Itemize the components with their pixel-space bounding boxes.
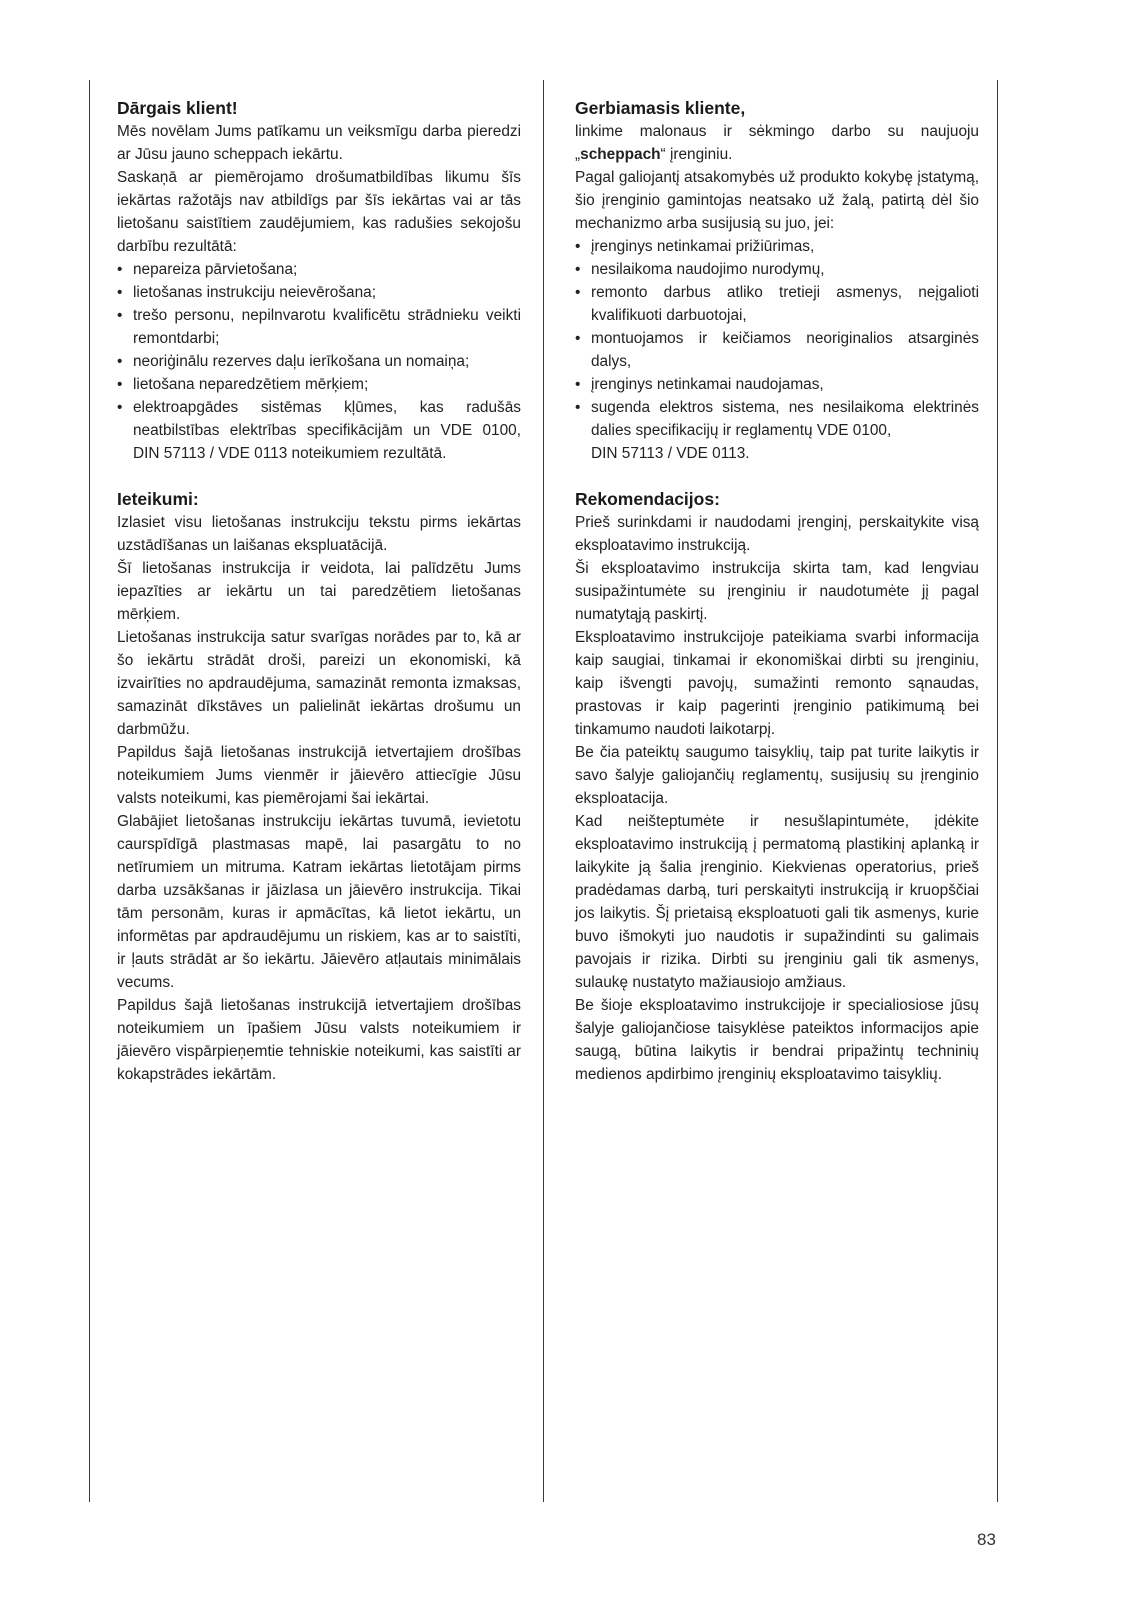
latvian-intro-paragraph: Saskaņā ar piemērojamo drošumatbildības likumu šīs iekārtas ražotājs nav atbildīgs par šīs iekārtas vai ar tās lietošanu saistītiem zaudējumiem, kas radušies sekojošu darbību rezultātā: [117, 169, 521, 255]
list-item-continuation: DIN 57113 / VDE 0113. [591, 445, 750, 462]
column-divider-rule [543, 80, 544, 1502]
intro-text: “ įrenginiu. [660, 146, 733, 163]
latvian-paragraph: Glabājiet lietošanas instrukciju iekārtas tuvumā, ievietotu caurspīdīgā plastmasas mapē, lai pasargātu to no netīrumiem un mitruma. Katram iekārtas lietotājam pirms darba uzsākšanas ir jāizlasa un jāievēro instrukcija. Tikai tām personām, kuras ir apmācītas, kā lietot iekārtu, un informētas par apdraudējumu un riskiem, kas ar to saistīti, ir ļauts strādāt ar šo iekārtu. Jāievēro atļautais minimālais vecums. [117, 813, 521, 991]
lithuanian-greeting-heading: Gerbiamasis kliente, [575, 98, 746, 118]
latvian-paragraph: Izlasiet visu lietošanas instrukciju tekstu pirms iekārtas uzstādīšanas un laišanas ekspluatācijā. [117, 514, 521, 554]
latvian-paragraph: Papildus šajā lietošanas instrukcijā ietvertajiem drošības noteikumiem Jums vienmēr ir jāievēro attiecīgie Jūsu valsts noteikumi, kas piemērojami šai iekārtai. [117, 744, 521, 807]
list-item: • lietošana neparedzētiem mērķiem; [117, 373, 521, 396]
lithuanian-liability-list [575, 235, 979, 442]
lithuanian-paragraph: Ši eksploatavimo instrukcija skirta tam, kad lengviau susipažintumėte su įrenginiu ir naudotumėte jį pagal numatytąją paskirtį. [575, 560, 979, 623]
left-margin-rule [89, 80, 90, 1502]
list-item: • trešo personu, nepilnvarotu kvalificētu strādnieku veikti remontdarbi; [117, 304, 521, 350]
lithuanian-intro-paragraph: Pagal galiojantį atsakomybės už produkto kokybę įstatymą, šio įrenginio gamintojas neatsako už žalą, patirtą dėl šio mechanizmo arba susijusią su juo, jei: [575, 169, 979, 232]
latvian-recommendations-heading: Ieteikumi: [117, 489, 199, 509]
latvian-paragraph: Papildus šajā lietošanas instrukcijā ietvertajiem drošības noteikumiem un īpašiem Jūsu valsts noteikumiem ir jāievēro vispārpieņemtie tehniskie noteikumi, kas saistīti ar kokapstrādes iekārtām. [117, 997, 521, 1083]
list-item: • įrenginys netinkamai naudojamas, [575, 373, 979, 396]
list-item: • neoriģinālu rezerves daļu ierīkošana un nomaiņa; [117, 350, 521, 373]
latvian-greeting-heading: Dārgais klient! [117, 98, 238, 118]
list-item: • remonto darbus atliko tretieji asmenys, neįgalioti kvalifikuoti darbuotojai, [575, 281, 979, 327]
lithuanian-paragraph: Be šioje eksploatavimo instrukcijoje ir specialiosiose jūsų šalyje galiojančiose taisyklėse pateiktos informacijos apie saugą, būtina laikytis ir bendrai pripažintų techninių medienos apdirbimo įrenginių eksploatavimo taisyklių. [575, 997, 979, 1083]
lithuanian-intro-paragraph [575, 120, 979, 166]
list-item: • montuojamos ir keičiamos neoriginalios atsarginės dalys, [575, 327, 979, 373]
latvian-intro-paragraph: Mēs novēlam Jums patīkamu un veiksmīgu darba pieredzi ar Jūsu jauno scheppach iekārtu. [117, 123, 521, 163]
latvian-column [117, 96, 521, 1086]
lithuanian-column [575, 96, 979, 1086]
list-item: • elektroapgādes sistēmas kļūmes, kas radušās neatbilstības elektrības specifikācijām un VDE 0100, DIN 57113 / VDE 0113 noteikumiem rezultātā. [117, 396, 521, 465]
list-item: • įrenginys netinkamai prižiūrimas, [575, 235, 979, 258]
lithuanian-paragraph: Be čia pateiktų saugumo taisyklių, taip pat turite laikytis ir savo šalyje galiojančių reglamentų, susijusių su įrenginio eksploatacija. [575, 744, 979, 807]
lithuanian-paragraph: Eksploatavimo instrukcijoje pateikiama svarbi informacija kaip saugiai, tinkamai ir ekonomiškai dirbti su įrenginiu, kaip išvengti pavojų, sumažinti remonto sąnaudas, prastovas ir kaip pagerinti įrenginio patikimumą bei tinkamumo naudoti laikotarpį. [575, 629, 979, 738]
lithuanian-paragraph: Kad neišteptumėte ir nesušlapintumėte, įdėkite eksploatavimo instrukciją į permatomą plastikinį aplanką ir laikykite ją šalia įrenginio. Kiekvienas operatorius, prieš pradėdamas darbą, turi perskaityti instrukciją ir kruopščiai jos laikytis. Šį prietaisą eksploatuoti gali tik asmenys, kurie buvo išmokyti juo naudotis ir supažindinti su galimais pavojais ir rizika. Dirbti su įrenginiu gali tik asmenys, sulaukę nustatyto mažiausiojo amžiaus. [575, 813, 979, 991]
latvian-paragraph: Lietošanas instrukcija satur svarīgas norādes par to, kā ar šo iekārtu strādāt droši, pareizi un ekonomiski, kā izvairīties no apdraudējuma, samazināt remonta izmaksas, samazināt dīkstāves un palielināt iekārtas drošumu un darbmūžu. [117, 629, 521, 738]
list-item: • nesilaikoma naudojimo nurodymų, [575, 258, 979, 281]
list-item: • sugenda elektros sistema, nes nesilaikoma elektrinės dalies specifikacijų ir reglamentų VDE 0100, [575, 396, 979, 442]
latvian-liability-list [117, 258, 521, 465]
list-item: • lietošanas instrukciju neievērošana; [117, 281, 521, 304]
lithuanian-paragraph: Prieš surinkdami ir naudodami įrenginį, perskaitykite visą eksploatavimo instrukciją. [575, 514, 979, 554]
brand-name: scheppach [580, 146, 661, 163]
right-margin-rule [997, 80, 998, 1502]
latvian-paragraph: Šī lietošanas instrukcija ir veidota, lai palīdzētu Jums iepazīties ar iekārtu un tai paredzētiem lietošanas mērķiem. [117, 560, 521, 623]
list-item: • nepareiza pārvietošana; [117, 258, 521, 281]
page-number: 83 [977, 1530, 996, 1549]
lithuanian-recommendations-heading: Rekomendacijos: [575, 489, 720, 509]
intro-text: linkime malonaus ir sėkmingo darbo su naujuoju „ [575, 123, 979, 163]
